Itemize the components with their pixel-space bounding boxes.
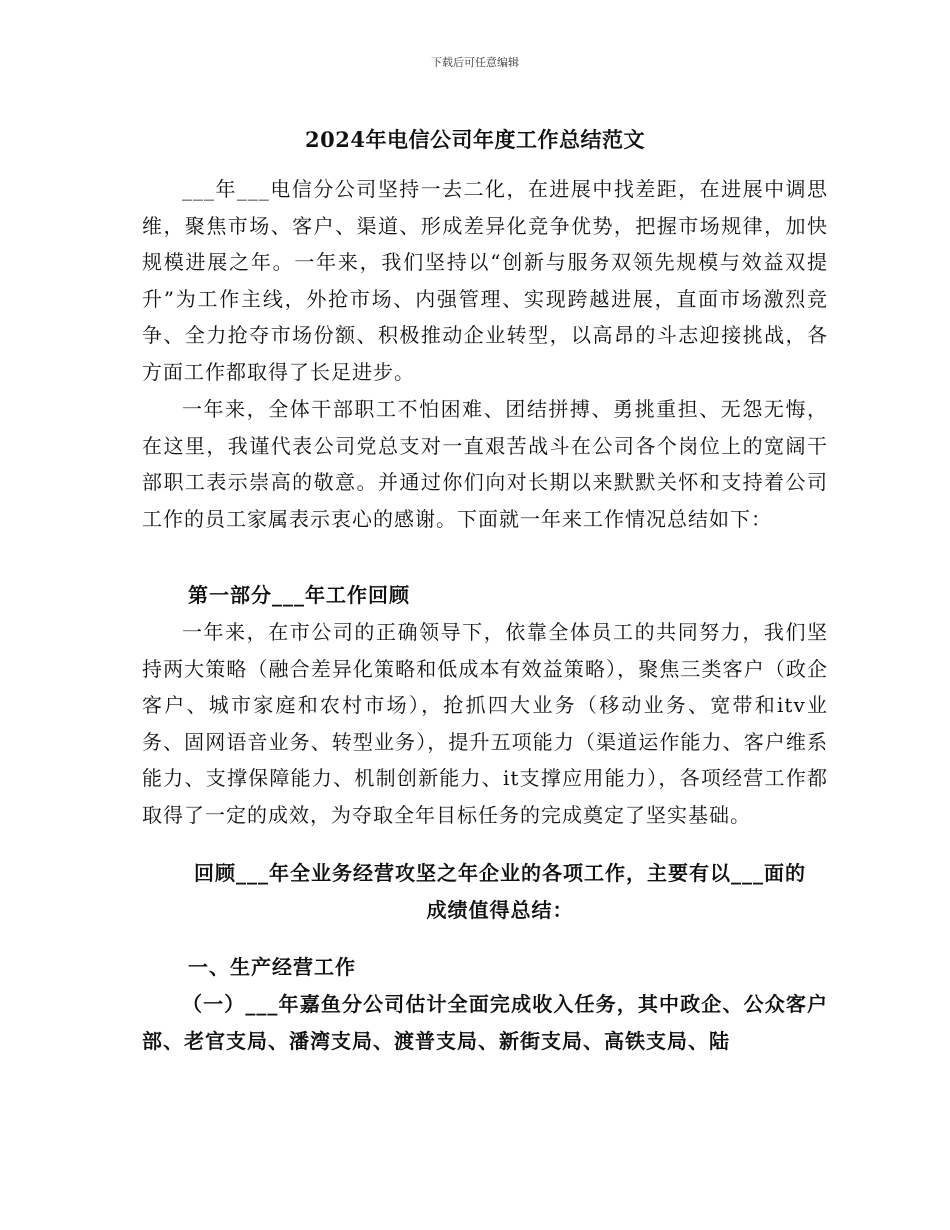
section-heading-part-one: 第一部分___年工作回顾 — [188, 583, 410, 607]
header-note: 下载后可任意编辑 — [431, 56, 519, 69]
paragraph-achievements-heading: 回顾___年全业务经营攻坚之年企业的各项工作，主要有以___面的成绩值得总结： — [194, 861, 806, 922]
paragraph-intro: ___年___电信分公司坚持一去二化，在进展中找差距，在进展中调思维，聚焦市场、客户、渠道、形成差异化竞争优势，把握市场规律，加快规模进展之年。一年来，我们坚持以“创新与服务双领先规模与效益双提升”为工作主线，外抢市场、内强管理、实现跨越进展，直面市场激烈竞争、全力抢夺市场份额、积极推动企业转型，以高昂的斗志迎接挑战，各方面工作都取得了长足进步。 — [142, 177, 828, 384]
section-heading-production: 一、生产经营工作 — [188, 955, 356, 979]
paragraph-revenue: （一）___年嘉鱼分公司估计全面完成收入任务，其中政企、公众客户部、老官支局、潘湾支局、渡普支局、新街支局、高铁支局、陆 — [142, 992, 828, 1053]
document-title: 2024年电信公司年度工作总结范文 — [305, 127, 645, 152]
paragraph-review: 一年来，在市公司的正确领导下，依靠全体员工的共同努力，我们坚持两大策略（融合差异化策略和低成本有效益策略），聚焦三类客户（政企客户、城市家庭和农村市场），抢抓四大业务（移动业务、宽带和itv业务、固网语音业务、转型业务），提升五项能力（渠道运作能力、客户维系能力、支撑保障能力、机制创新能力、it支撑应用能力），各项经营工作都取得了一定的成效，为夺取全年目标任务的完成奠定了坚实基础。 — [142, 620, 828, 827]
paragraph-thanks: 一年来，全体干部职工不怕困难、团结拼搏、勇挑重担、无怨无悔，在这里，我谨代表公司党总支对一直艰苦战斗在公司各个岗位上的宽阔干部职工表示崇高的敬意。并通过你们向对长期以来默默关怀和支持着公司工作的员工家属表示衷心的感谢。下面就一年来工作情况总结如下： — [142, 397, 828, 531]
